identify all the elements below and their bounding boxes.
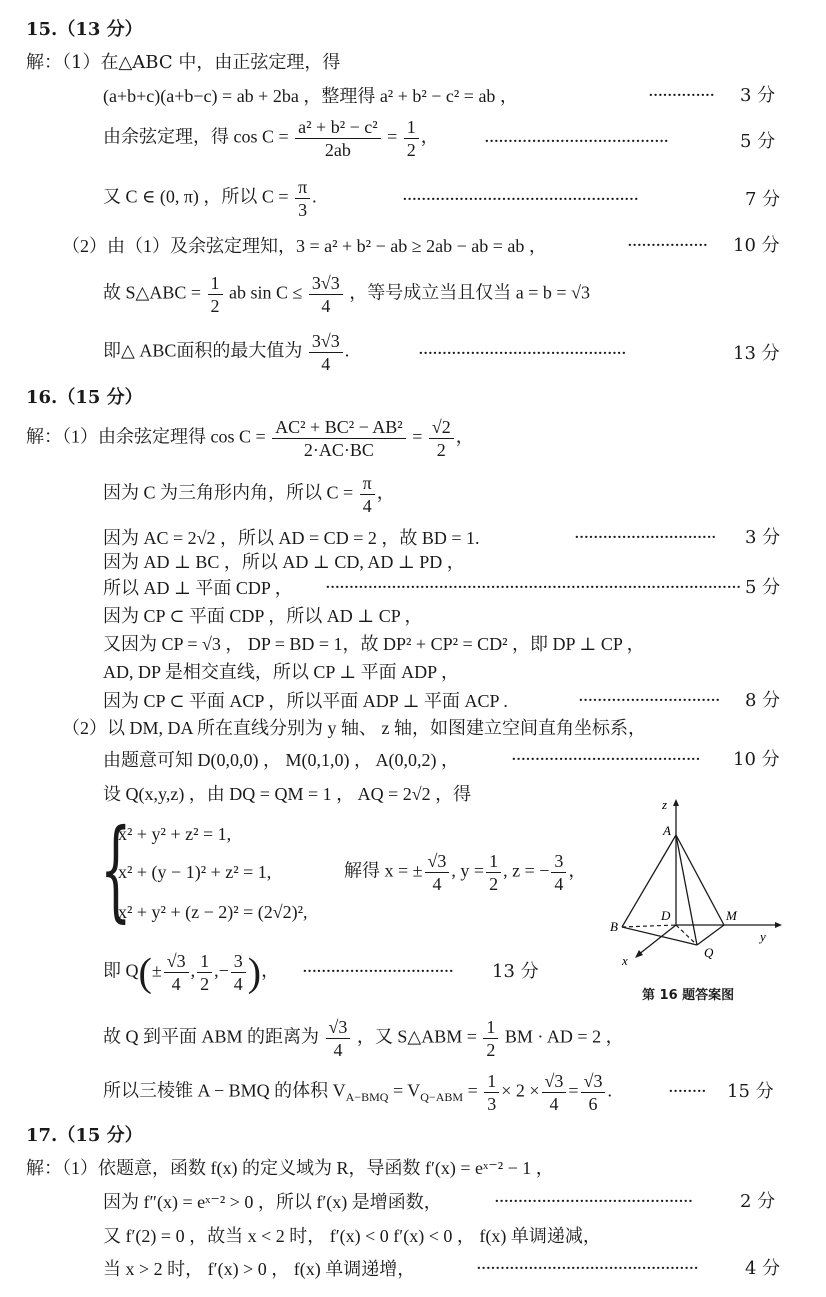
x-axis [638, 925, 676, 955]
figure-caption: 第 16 题答案图 [642, 988, 735, 1003]
q16-line-7: 又因为 CP = √3 ， DP = BD = 1，故 DP² + CP² = CD² ，即 DP ⊥ CP ， [103, 634, 645, 654]
q16-solution-line [344, 850, 586, 895]
solution-z [551, 850, 566, 895]
label-b: B [610, 919, 618, 934]
q16-volume-line: 所以三棱锥 A − BMQ 的体积 $V_{A-BMQ} = V_{Q-ABM}$ = $\frac{1}{3}$ × 2 × $\frac{√3}{4}$ = $\frac{√3}{6}$ . [103, 1071, 612, 1114]
system-eq-3: x² + y² + (z − 2)² = (2√2)², [118, 902, 308, 922]
q-z-den: 4 [233, 974, 243, 994]
q15-area-suffix: ，等号成立当且仅当 a = b = √3 [349, 282, 590, 303]
edge-mq [697, 925, 724, 945]
system-eq-1: x² + y² + z² = 1, [118, 824, 232, 844]
q15-score-13: 13 分 [733, 343, 780, 364]
q16-dots-5: ························································································ [325, 577, 741, 598]
distance-suffix: BM · AD = 2 ， [504, 1026, 624, 1047]
q-y-den: 2 [200, 974, 210, 994]
label-q: Q [704, 945, 714, 960]
edge-am [676, 835, 724, 925]
q16-score-15: 15 分 [727, 1081, 774, 1102]
q16-score-5: 5 分 [745, 577, 781, 598]
q15-cos-fraction [295, 116, 380, 161]
distance-mid: ，又 S△ABM = [356, 1026, 477, 1047]
q15-cos-den: 2ab [324, 140, 351, 160]
q16-line-3: 因为 AC = 2√2 ，所以 AD = CD = 2 ，故 BD = 1. [103, 528, 480, 548]
q16-cos-num: AC² + BC² − AB² [272, 416, 406, 439]
system-brace: { [100, 805, 132, 933]
y-axis-arrow [775, 922, 782, 928]
label-y: y [760, 929, 766, 944]
q16-line-8: AD, DP 是相交直线，所以 CP ⊥ 平面 ADP ， [103, 662, 459, 682]
q15-area-mid: ab sin C ≤ [229, 282, 303, 303]
q-prefix: 即 Q [103, 960, 139, 981]
volume-root-frac [542, 1070, 567, 1115]
q17-line-4: 当 x > 2 时， f′(x) > 0 ， f(x) 单调递增， [103, 1259, 416, 1279]
q17-dots-2: ·········································· [494, 1191, 693, 1212]
q16-cos-result [429, 416, 454, 461]
q17-score-2: 2 分 [740, 1191, 776, 1212]
q16-line-4: 因为 AD ⊥ BC ，所以 AD ⊥ CD, AD ⊥ PD ， [103, 552, 465, 572]
q15-cos-rden: 2 [406, 140, 416, 160]
q15-part2-line: （2）由（1）及余弦定理知，3 = a² + b² − ab ≥ 2ab − ab = ab ， [62, 236, 547, 256]
distance-fraction [326, 1016, 351, 1061]
q16-cos-den: 2·AC·BC [303, 440, 374, 460]
q15-cos-result [404, 116, 419, 161]
q16-angle-num: π [360, 472, 375, 495]
q17-line-2: 因为 f″(x) = eˣ⁻² > 0 ，所以 f′(x) 是增函数， [103, 1192, 442, 1212]
edge-aq [676, 835, 697, 945]
q16-part2-setq: 设 Q(x,y,z) ，由 DQ = QM = 1 ， AQ = 2√2 ，得 [103, 784, 472, 804]
volume-n3: √3 [581, 1070, 606, 1093]
q15-cosine-line: 由余弦定理，得 cos C = $\frac{\text{a² + b² − c²}}{2ab}$ = $\frac{1}{2}$ ， [103, 117, 439, 160]
label-a: A [663, 823, 671, 838]
q15-cos-prefix: 由余弦定理，得 cos C = [103, 126, 289, 147]
q16-distance-line [103, 1016, 624, 1061]
q15-max-den: 4 [321, 354, 331, 374]
solution-suffix: ， [568, 860, 587, 881]
q15-max-line: 即△ ABC面积的最大值为 $\frac{3√3}{4}$ . [103, 331, 350, 374]
volume-result [581, 1070, 606, 1115]
q15-c-value-line: 又 C ∈ (0, π) ，所以 C = $\frac{\pi}{3}$ . [103, 177, 317, 220]
q16-dots-10: ········································ [511, 749, 700, 770]
q15-area-bound [309, 272, 343, 317]
system-eq-2: x² + (y − 1)² + z² = 1, [118, 862, 272, 882]
q15-score-3: 3 分 [740, 85, 776, 106]
q15-score-5: 5 分 [740, 131, 776, 152]
q15-part1-intro: 解：（1）在△ABC 中，由正弦定理，得 [26, 52, 341, 73]
z-axis-arrow [673, 799, 679, 806]
volume-mid: = V [388, 1080, 421, 1101]
q17-line-3: 又 f′(2) = 0 ，故当 x < 2 时， f′(x) < 0 f′(x) < 0 ， f(x) 单调递减， [103, 1226, 601, 1246]
q-z-num: 3 [231, 950, 246, 973]
q15-area-half [208, 272, 223, 317]
q15-c-den: 3 [298, 200, 308, 220]
q-y-num: 1 [197, 950, 212, 973]
q16-dots-3: ······························ [574, 527, 716, 548]
q15-score-7: 7 分 [745, 189, 781, 210]
q16-line-5: 所以 AD ⊥ 平面 CDP ， [103, 578, 293, 598]
q16-part1-cos-line: 解：（1）由余弦定理得 cos C = $\frac{\text{AC² + BC² − AB²}}{2\cdot AC\cdot BC}$ = $\frac{√2}{2}$ ， [26, 417, 474, 460]
q15-area-prefix: 故 S△ABC = [103, 282, 202, 303]
q-x-num: √3 [164, 950, 189, 973]
solution-x-den: 4 [432, 874, 442, 894]
q15-dots-5: ············································ [418, 343, 626, 364]
label-d: D [661, 908, 671, 923]
q15-cos-rnum: 1 [404, 116, 419, 139]
q16-q-point: 即 Q(± $\frac{√3}{4}$ , $\frac{1}{2}$ ,− $\frac{3}{4}$ )， [103, 949, 280, 995]
distance-den: 4 [333, 1040, 343, 1060]
q16-angle-prefix: 因为 C 为三角形内角，所以 C = [103, 482, 354, 503]
q15-dots-3: ·················································· [402, 189, 639, 210]
q15-score-10: 10 分 [733, 235, 780, 256]
q16-score-8: 8 分 [745, 690, 781, 711]
distance-num: √3 [326, 1016, 351, 1039]
solution-mid-2: , z = − [503, 860, 550, 881]
solution-x-num: √3 [425, 850, 450, 873]
solution-y-num: 1 [486, 850, 501, 873]
distance-half [483, 1016, 498, 1061]
volume-times: × 2 × [501, 1080, 540, 1101]
q15-area-rnum: 3√3 [309, 272, 343, 295]
q15-area-den: 2 [210, 296, 220, 316]
q16-dots-9: ······························ [578, 690, 720, 711]
solution-y [486, 850, 501, 895]
volume-prefix: 所以三棱锥 A − BMQ 的体积 V [103, 1080, 346, 1101]
q15-max-fraction [309, 330, 343, 375]
q16-dots-13: ································ [302, 961, 454, 982]
edge-bd [622, 925, 676, 927]
q16-cos-rnum: √2 [429, 416, 454, 439]
solution-z-den: 4 [554, 874, 564, 894]
q15-area-rden: 4 [321, 296, 331, 316]
pyramid-figure [604, 795, 786, 975]
volume-n1: 1 [484, 1070, 499, 1093]
q17-dots-4: ··············································· [476, 1258, 698, 1279]
distance-prefix: 故 Q 到平面 ABM 的距离为 [103, 1026, 320, 1047]
q-z [231, 950, 246, 995]
q16-score-10: 10 分 [733, 749, 780, 770]
label-m: M [726, 908, 737, 923]
q15-c-num: π [295, 176, 310, 199]
q16-cos-rden: 2 [436, 440, 446, 460]
q15-area-num: 1 [208, 272, 223, 295]
distance-half-den: 2 [486, 1040, 496, 1060]
solution-x [425, 850, 450, 895]
q15-header: 15.（13 分） [26, 19, 143, 40]
volume-third [484, 1070, 499, 1115]
volume-n2: √3 [542, 1070, 567, 1093]
q16-header: 16.（15 分） [26, 387, 143, 408]
q15-area-line [103, 272, 590, 317]
q15-part1-equation: (a+b+c)(a+b−c) = ab + 2ba ，整理得 a² + b² − c² = ab ， [103, 86, 518, 106]
q16-cos-fraction [272, 416, 406, 461]
q16-dots-15: ········ [668, 1081, 706, 1102]
q15-cos-num: a² + b² − c² [295, 116, 380, 139]
q16-line-6: 因为 CP ⊂ 平面 CDP ，所以 AD ⊥ CP ， [103, 606, 423, 626]
q15-dots-2: ······································· [484, 131, 669, 152]
q16-angle-den: 4 [362, 496, 372, 516]
q-x [164, 950, 189, 995]
edge-bq [622, 927, 697, 945]
volume-d3: 6 [588, 1094, 598, 1114]
volume-d1: 3 [487, 1094, 497, 1114]
solution-z-num: 3 [551, 850, 566, 873]
q16-part2-intro: （2）以 DM, DA 所在直线分别为 y 轴、 z 轴，如图建立空间直角坐标系， [62, 718, 646, 738]
volume-sub-1: A−BMQ [345, 1090, 389, 1105]
q16-angle-fraction [360, 472, 375, 517]
solution-mid-1: , y = [451, 860, 485, 881]
q15-c-prefix: 又 C ∈ (0, π) ，所以 C = [103, 186, 289, 207]
solution-y-den: 2 [489, 874, 499, 894]
volume-sub-2: Q−ABM [420, 1090, 464, 1105]
q17-header: 17.（15 分） [26, 1125, 143, 1146]
q-y [197, 950, 212, 995]
q17-score-4: 4 分 [745, 1258, 781, 1279]
q15-c-fraction [295, 176, 310, 221]
q15-max-num: 3√3 [309, 330, 343, 353]
q16-angle-line: 因为 C 为三角形内角，所以 C = $\frac{\pi}{4}$ ， [103, 473, 395, 516]
q15-dots-4: ················· [627, 235, 708, 256]
q17-line-1: 解：（1）依题意，函数 f(x) 的定义域为 R，导函数 f′(x) = eˣ⁻² − 1 ， [26, 1158, 554, 1178]
solution-prefix: 解得 x = ± [344, 860, 423, 881]
volume-eq: = [463, 1080, 478, 1101]
q16-line-9: 因为 CP ⊂ 平面 ACP ，所以平面 ADP ⊥ 平面 ACP . [103, 691, 508, 711]
q15-max-prefix: 即△ ABC面积的最大值为 [103, 340, 303, 361]
label-x: x [622, 953, 628, 968]
q-x-den: 4 [171, 974, 181, 994]
q16-score-3: 3 分 [745, 527, 781, 548]
distance-half-num: 1 [483, 1016, 498, 1039]
q15-dots-1: ·············· [648, 85, 715, 106]
volume-d2: 4 [549, 1094, 559, 1114]
q16-cos-prefix: 解：（1）由余弦定理得 cos C = [26, 426, 266, 447]
label-z: z [662, 797, 668, 812]
q16-score-13: 13 分 [492, 961, 539, 982]
q16-part2-coords: 由题意可知 D(0,0,0) ， M(0,1,0) ， A(0,0,2) ， [103, 750, 459, 770]
